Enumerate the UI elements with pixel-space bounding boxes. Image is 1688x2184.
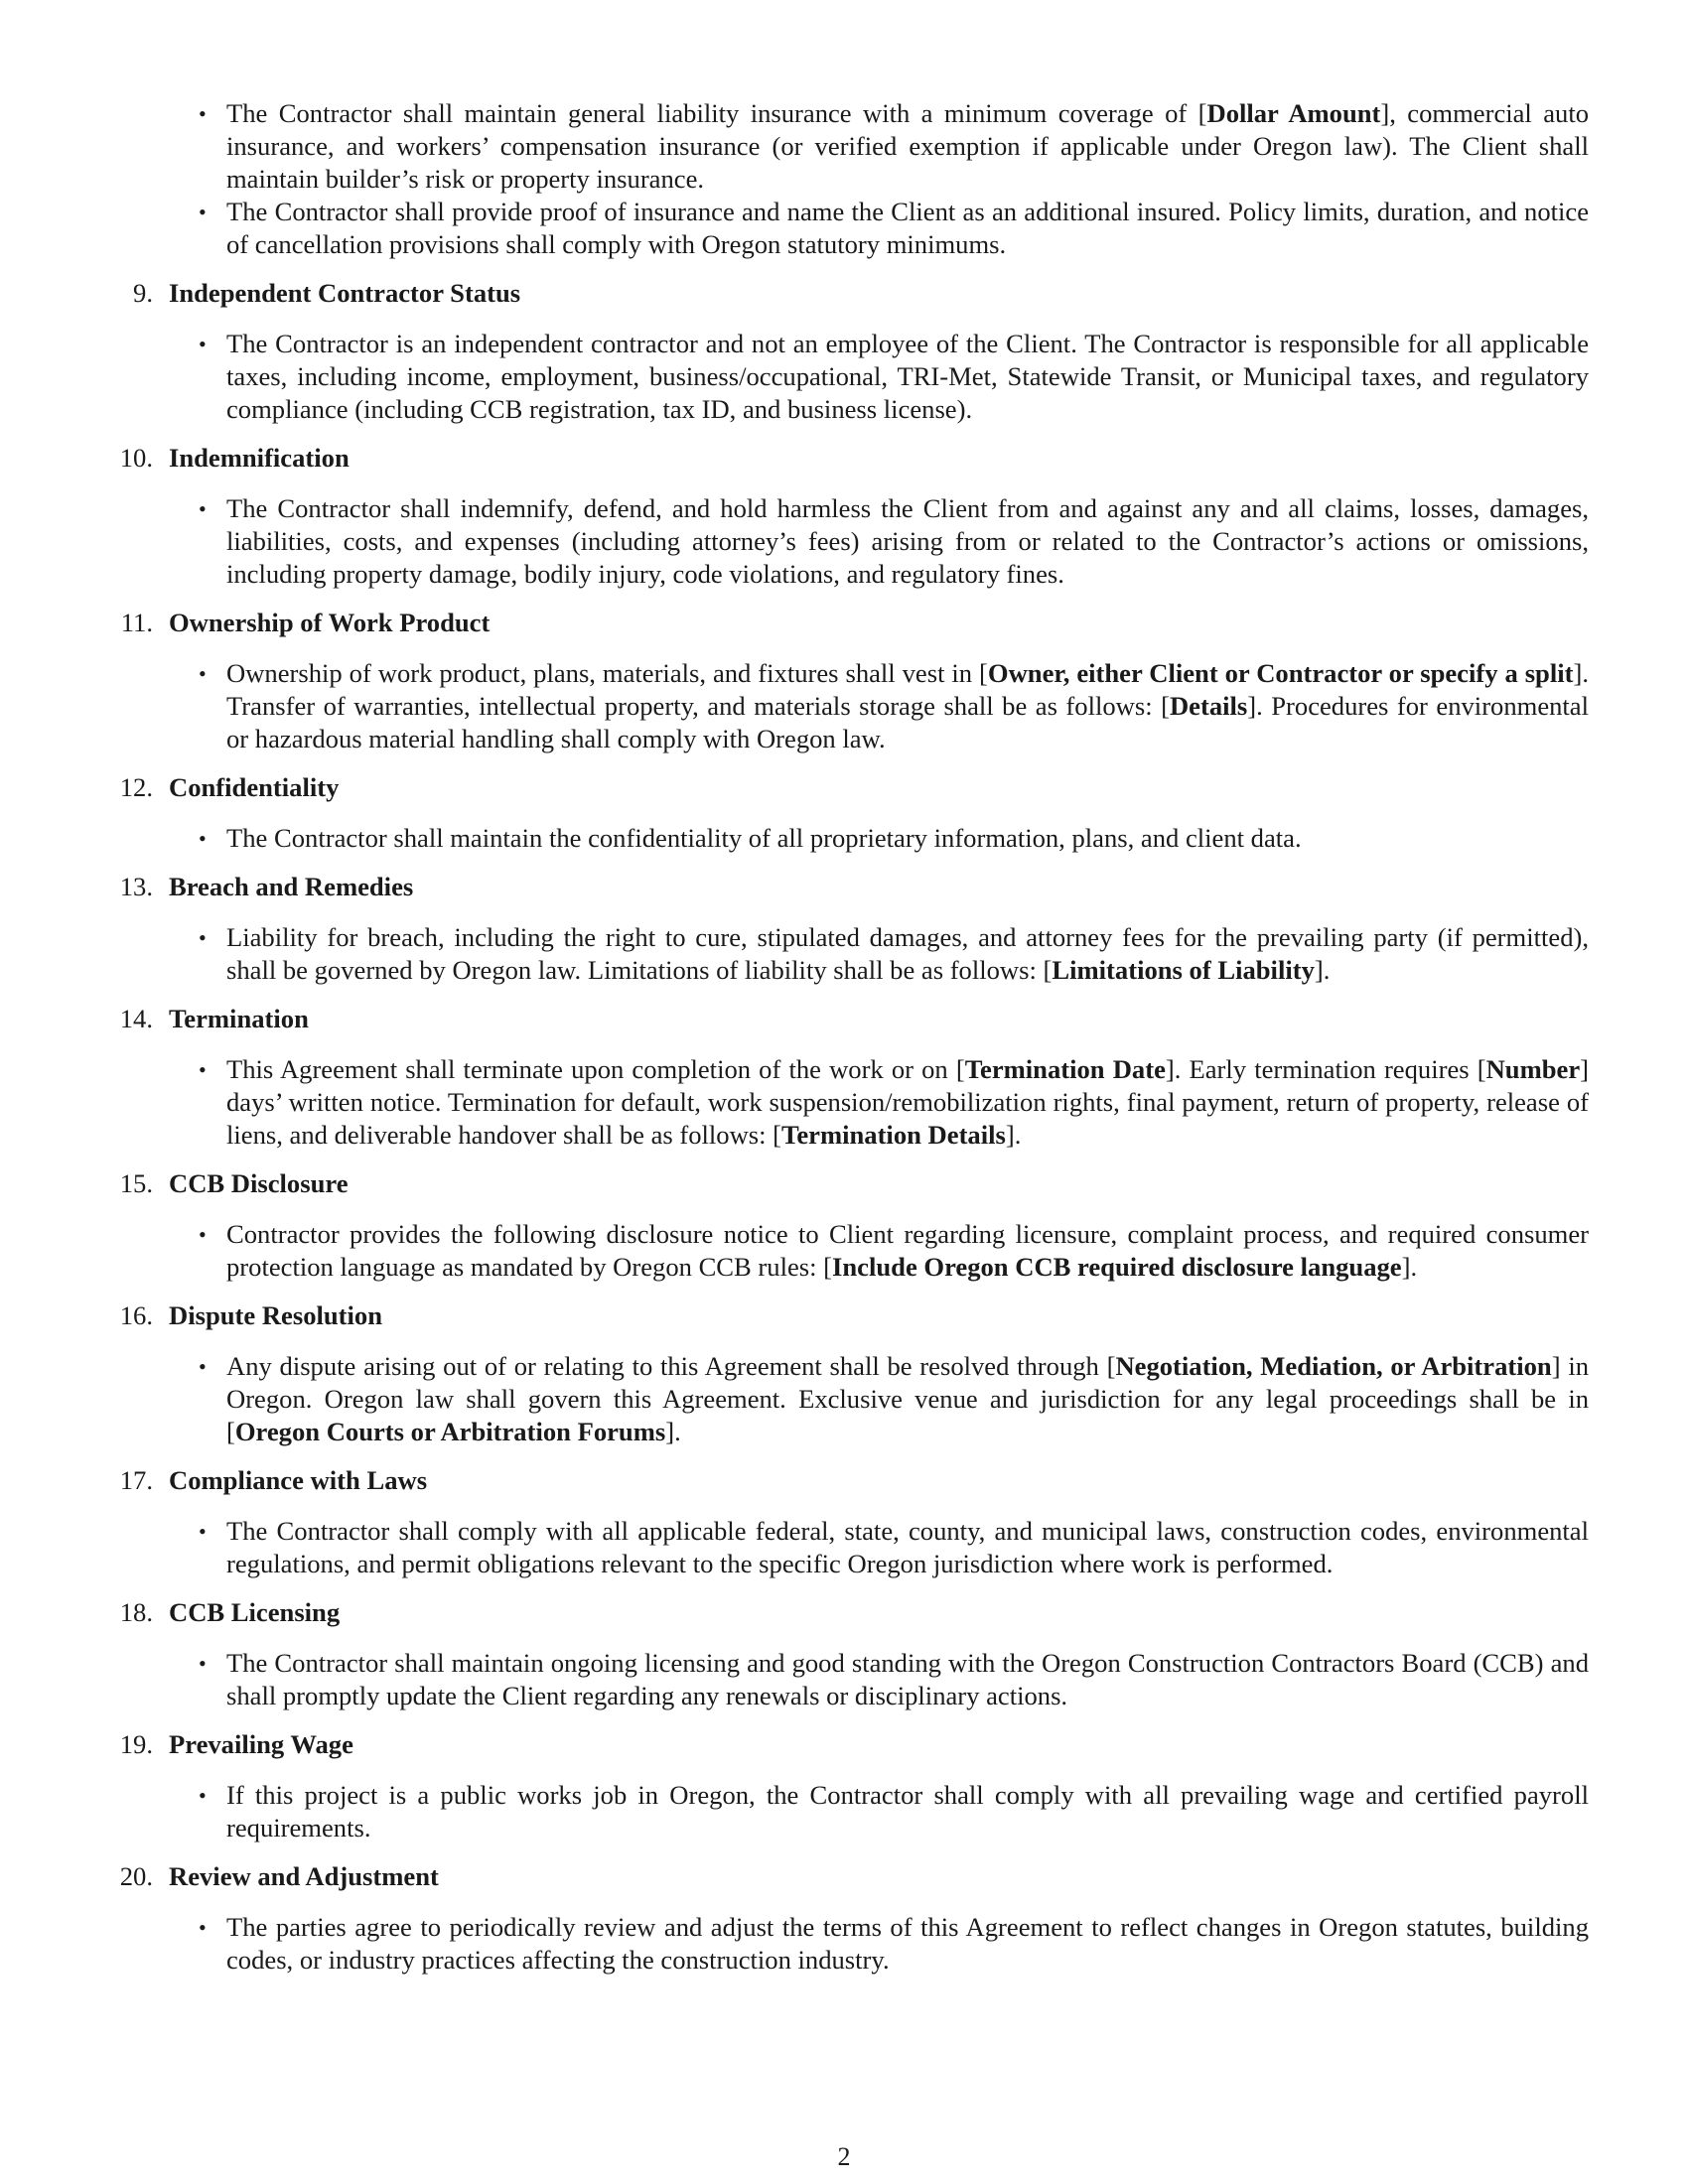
clause-text: ], commercial auto insurance, and workers’ compensation insurance (or verified exemption if applicable under Oregon law). The Client shall maintain builder’s risk or property insurance. (226, 98, 1590, 194)
bullet-item (226, 1779, 1589, 1844)
section-item (119, 871, 1589, 987)
clause-text: ]. Early termination requires [ (1165, 1054, 1486, 1084)
section-title: Review and Adjustment (169, 1861, 439, 1891)
section-number: 15. (119, 1168, 153, 1198)
section-number: 10. (119, 443, 153, 473)
section-bullet-list (169, 492, 1589, 591)
section-item (119, 1003, 1589, 1152)
clause-text: ] days’ written notice. Termination for default, work suspension/remobilization rights, final payment, return of property, release of liens, and deliverable handover shall be as follows: [ (226, 1054, 1589, 1150)
bullet-item (226, 328, 1589, 426)
clause-text: Any dispute arising out of or relating to this Agreement shall be resolved through [ (226, 1351, 1116, 1381)
bullet-item (226, 657, 1589, 755)
placeholder-field-text: Termination Date (964, 1054, 1166, 1084)
section-number: 9. (133, 278, 153, 308)
section-item (119, 771, 1589, 855)
clause-text: This Agreement shall terminate upon completion of the work or on [ (226, 1054, 965, 1084)
section-title: Prevailing Wage (169, 1729, 353, 1759)
carryover-bullet-list (119, 97, 1589, 261)
section-title: Termination (169, 1004, 309, 1033)
bullet-item (226, 921, 1589, 987)
section-bullet-list (169, 1779, 1589, 1844)
section-number: 16. (119, 1300, 153, 1330)
clause-text: The Contractor shall maintain ongoing licensing and good standing with the Oregon Construction Contractors Board (CCB) and shall promptly update the Client regarding any renewals or disciplinary actions. (226, 1648, 1589, 1710)
clause-text: Ownership of work product, plans, materials, and fixtures shall vest in [ (226, 658, 988, 688)
clause-text: Liability for breach, including the right to cure, stipulated damages, and attorney fees for the prevailing party (if permitted), shall be governed by Oregon law. Limitations of liability shall be as follows: [ (226, 922, 1589, 985)
section-bullet-list (169, 1647, 1589, 1712)
section-bullet-list (169, 1053, 1589, 1152)
clause-text: The Contractor shall provide proof of insurance and name the Client as an additional insured. Policy limits, duration, and notice of cancellation provisions shall comply with Oregon statutory minimums. (226, 197, 1589, 259)
section-bullet-list (169, 1350, 1589, 1448)
section-item (119, 1299, 1589, 1448)
placeholder-field-text: Oregon Courts or Arbitration Forums (234, 1417, 666, 1446)
clause-text: Contractor provides the following disclosure notice to Client regarding licensure, complaint process, and required consumer protection language as mandated by Oregon CCB rules: [ (226, 1219, 1589, 1282)
section-list (119, 277, 1589, 1977)
section-title: Confidentiality (169, 772, 340, 802)
bullet-item (226, 1647, 1589, 1712)
section-item (119, 277, 1589, 426)
section-title: CCB Disclosure (169, 1168, 349, 1198)
section-title: Ownership of Work Product (169, 608, 491, 637)
placeholder-field-text: Dollar Amount (1206, 98, 1381, 128)
placeholder-field-text: Number (1485, 1054, 1581, 1084)
section-bullet-list (169, 1218, 1589, 1284)
bullet-item (226, 1911, 1589, 1977)
section-bullet-list (169, 657, 1589, 755)
section-bullet-list (169, 921, 1589, 987)
section-number: 20. (119, 1861, 153, 1891)
clause-text: ] in Oregon. Oregon law shall govern this Agreement. Exclusive venue and jurisdiction for any legal proceedings shall be in [ (226, 1351, 1589, 1446)
section-title: Independent Contractor Status (169, 278, 521, 308)
section-item (119, 1464, 1589, 1580)
bullet-item (226, 196, 1589, 261)
section-number: 18. (119, 1597, 153, 1627)
section-title: Dispute Resolution (169, 1300, 382, 1330)
placeholder-field-text: Limitations of Liability (1052, 955, 1315, 985)
section-title: Compliance with Laws (169, 1465, 428, 1495)
bullet-item (226, 97, 1589, 196)
placeholder-field-text: Termination Details (781, 1120, 1006, 1150)
section-number: 19. (119, 1729, 153, 1759)
section-item (119, 607, 1589, 755)
clause-text: ]. (1005, 1120, 1022, 1150)
section-bullet-list (169, 328, 1589, 426)
section-title: CCB Licensing (169, 1597, 341, 1627)
clause-text: The parties agree to periodically review and adjust the terms of this Agreement to reflect changes in Oregon statutes, building codes, or industry practices affecting the construction industry. (226, 1912, 1589, 1975)
section-number: 17. (119, 1465, 153, 1495)
placeholder-field-text: Details (1169, 691, 1248, 721)
placeholder-field-text: Owner, either Client or Contractor or specify a split (987, 658, 1574, 688)
bullet-item (226, 492, 1589, 591)
bullet-item (226, 1218, 1589, 1284)
section-title: Indemnification (169, 443, 350, 473)
section-number: 11. (120, 608, 153, 637)
clause-text: ]. (1401, 1252, 1418, 1282)
page-number: 2 (837, 2142, 851, 2171)
section-bullet-list (169, 822, 1589, 855)
clause-text: The Contractor shall indemnify, defend, and hold harmless the Client from and against any and all claims, losses, damages, liabilities, costs, and expenses (including attorney’s fees) arising from or related to the Contractor’s actions or omissions, including property damage, bodily injury, code violations, and regulatory fines. (226, 493, 1589, 589)
section-bullet-list (169, 1911, 1589, 1977)
section-item (119, 442, 1589, 591)
clause-text: The Contractor shall comply with all applicable federal, state, county, and municipal laws, construction codes, environmental regulations, and permit obligations relevant to the specific Oregon jurisdiction where work is performed. (226, 1516, 1589, 1578)
bullet-item (226, 1053, 1589, 1152)
clause-text: The Contractor is an independent contractor and not an employee of the Client. The Contractor is responsible for all applicable taxes, including income, employment, business/occupational, TRI-Met, Statewide Transit, or Municipal taxes, and regulatory compliance (including CCB registration, tax ID, and business license). (226, 329, 1589, 424)
bullet-item (226, 1350, 1589, 1448)
clause-text: If this project is a public works job in Oregon, the Contractor shall comply with all prevailing wage and certified payroll requirements. (226, 1780, 1589, 1843)
clause-text: ]. (1314, 955, 1331, 985)
section-number: 14. (119, 1004, 153, 1033)
section-item (119, 1728, 1589, 1844)
clause-text: The Contractor shall maintain the confidentiality of all proprietary information, plans, and client data. (226, 823, 1302, 853)
page-body (119, 97, 1589, 1977)
section-title: Breach and Remedies (169, 872, 414, 901)
placeholder-field-text: Negotiation, Mediation, or Arbitration (1115, 1351, 1552, 1381)
bullet-item (226, 1515, 1589, 1580)
section-item (119, 1860, 1589, 1977)
clause-text: ]. Transfer of warranties, intellectual property, and materials storage shall be as follows: [ (226, 658, 1589, 721)
section-number: 12. (119, 772, 153, 802)
clause-text: ]. (665, 1417, 681, 1446)
clause-text: ]. Procedures for environmental or hazardous material handling shall comply with Oregon law. (226, 691, 1590, 753)
bullet-item (226, 822, 1589, 855)
clause-text: The Contractor shall maintain general liability insurance with a minimum coverage of [ (226, 98, 1207, 128)
section-number: 13. (119, 872, 153, 901)
section-item (119, 1596, 1589, 1712)
placeholder-field-text: Include Oregon CCB required disclosure language (832, 1252, 1402, 1282)
section-item (119, 1167, 1589, 1284)
section-bullet-list (169, 1515, 1589, 1580)
